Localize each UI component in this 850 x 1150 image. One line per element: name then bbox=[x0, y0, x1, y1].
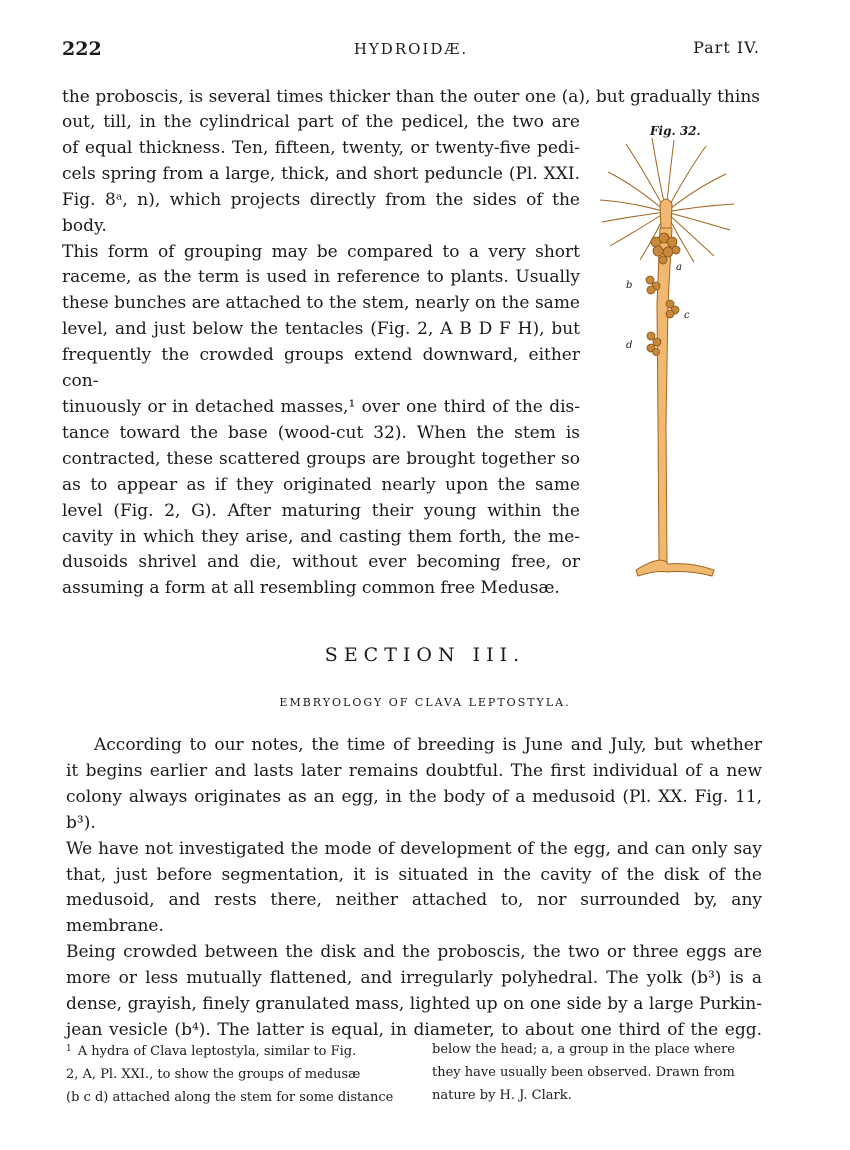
figure-letter-b: b bbox=[626, 280, 633, 291]
text-line: tinuously or in detached masses,¹ over one third of the dis- bbox=[62, 396, 580, 417]
text-line: of equal thickness. Ten, fifteen, twenty, or twenty-five pedi- bbox=[62, 137, 580, 158]
text-line: According to our notes, the time of breeding is June and July, but whether bbox=[94, 735, 762, 755]
section-subtitle: EMBRYOLOGY OF CLAVA LEPTOSTYLA. bbox=[279, 696, 571, 709]
text-line: tance toward the base (wood-cut 32). When the stem is bbox=[62, 422, 580, 443]
hydroid-stem bbox=[657, 228, 672, 564]
text-line: frequently the crowded groups extend downward, either con- bbox=[62, 345, 580, 392]
part-label: Part IV. bbox=[693, 38, 760, 57]
hydroid-head bbox=[660, 199, 672, 228]
figure-letter-a: a bbox=[676, 262, 682, 273]
text-line: medusoid, and rests there, neither attached to, nor surrounded by, any membrane. bbox=[66, 890, 762, 937]
text-line: Being crowded between the disk and the proboscis, the two or three eggs are bbox=[66, 942, 762, 963]
text-line: This form of grouping may be compared to a very short bbox=[62, 241, 580, 262]
figure-letter-d: d bbox=[626, 340, 633, 351]
text-line: more or less mutually flattened, and irregularly polyhedral. The yolk (b³) is a bbox=[66, 968, 762, 989]
text-line: assuming a form at all resembling common free Medusæ. bbox=[62, 578, 560, 599]
paragraph-1 bbox=[62, 110, 580, 602]
footnote-right-column bbox=[432, 1038, 762, 1107]
text-line: it begins earlier and lasts later remains doubtful. The first individual of a new bbox=[66, 760, 762, 781]
hydroid-figure bbox=[596, 124, 736, 586]
text-line: jean vesicle (b⁴). The latter is equal, in diameter, to about one third of the egg. bbox=[66, 1019, 762, 1040]
text-line: out, till, in the cylindrical part of the pedicel, the two are bbox=[62, 112, 580, 132]
text-line: level (Fig. 2, G). After maturing their young within the bbox=[62, 500, 580, 521]
footnote-marker: 1 bbox=[66, 1044, 72, 1054]
figure-label: Fig. 32. bbox=[650, 124, 701, 138]
text-line: Fig. 8ᵃ, n), which projects directly from the sides of the body. bbox=[62, 189, 580, 236]
text-line: We have not investigated the mode of development of the egg, and can only say bbox=[66, 838, 762, 859]
page-number: 222 bbox=[62, 38, 102, 60]
page-header bbox=[62, 38, 760, 64]
footnote-line: $^1$ A hydra of Clava leptostyla, similar to Fig. bbox=[66, 1044, 357, 1059]
hydroid-illustration bbox=[596, 124, 736, 586]
section-title: SECTION III. bbox=[324, 644, 526, 666]
footnote-line: nature by H. J. Clark. bbox=[432, 1088, 572, 1103]
text-line: that, just before segmentation, it is situated in the cavity of the disk of the bbox=[66, 864, 762, 885]
text-line: cels spring from a large, thick, and short peduncle (Pl. XXI. bbox=[62, 163, 580, 184]
footnote-left-column bbox=[66, 1038, 404, 1109]
text-line: level, and just below the tentacles (Fig. 2, A B D F H), but bbox=[62, 319, 580, 340]
text-line: dense, grayish, finely granulated mass, lighted up on one side by a large Purkin- bbox=[66, 994, 762, 1015]
figure-letter-c: c bbox=[684, 310, 690, 321]
running-head: HYDROIDÆ. bbox=[353, 40, 469, 58]
paragraph-2 bbox=[66, 733, 762, 1044]
text-line: contracted, these scattered groups are brought together so bbox=[62, 448, 580, 469]
text-line: dusoids shrivel and die, without ever becoming free, or bbox=[62, 552, 580, 573]
footnote-line: below the head; a, a group in the place where bbox=[432, 1042, 735, 1057]
stem-base bbox=[636, 560, 714, 576]
text-line: raceme, as the term is used in reference to plants. Usually bbox=[62, 267, 580, 288]
text-line: as to appear as if they originated nearly upon the same bbox=[62, 474, 580, 495]
footnote-line: 2, A, Pl. XXI., to show the groups of medusæ bbox=[66, 1067, 361, 1082]
footnote-line: (b c d) attached along the stem for some distance bbox=[66, 1090, 394, 1105]
text-line: cavity in which they arise, and casting them forth, the me- bbox=[62, 526, 580, 547]
paragraph-1-first-line bbox=[62, 85, 760, 111]
text-line: these bunches are attached to the stem, nearly on the same bbox=[62, 293, 580, 314]
footnote-line: they have usually been observed. Drawn from bbox=[432, 1065, 735, 1080]
text-line: colony always originates as an egg, in the body of a medusoid (Pl. XX. Fig. 11, b³). bbox=[66, 786, 762, 833]
text-line: the proboscis, is several times thicker than the outer one (a), but gradually thins bbox=[62, 87, 760, 107]
